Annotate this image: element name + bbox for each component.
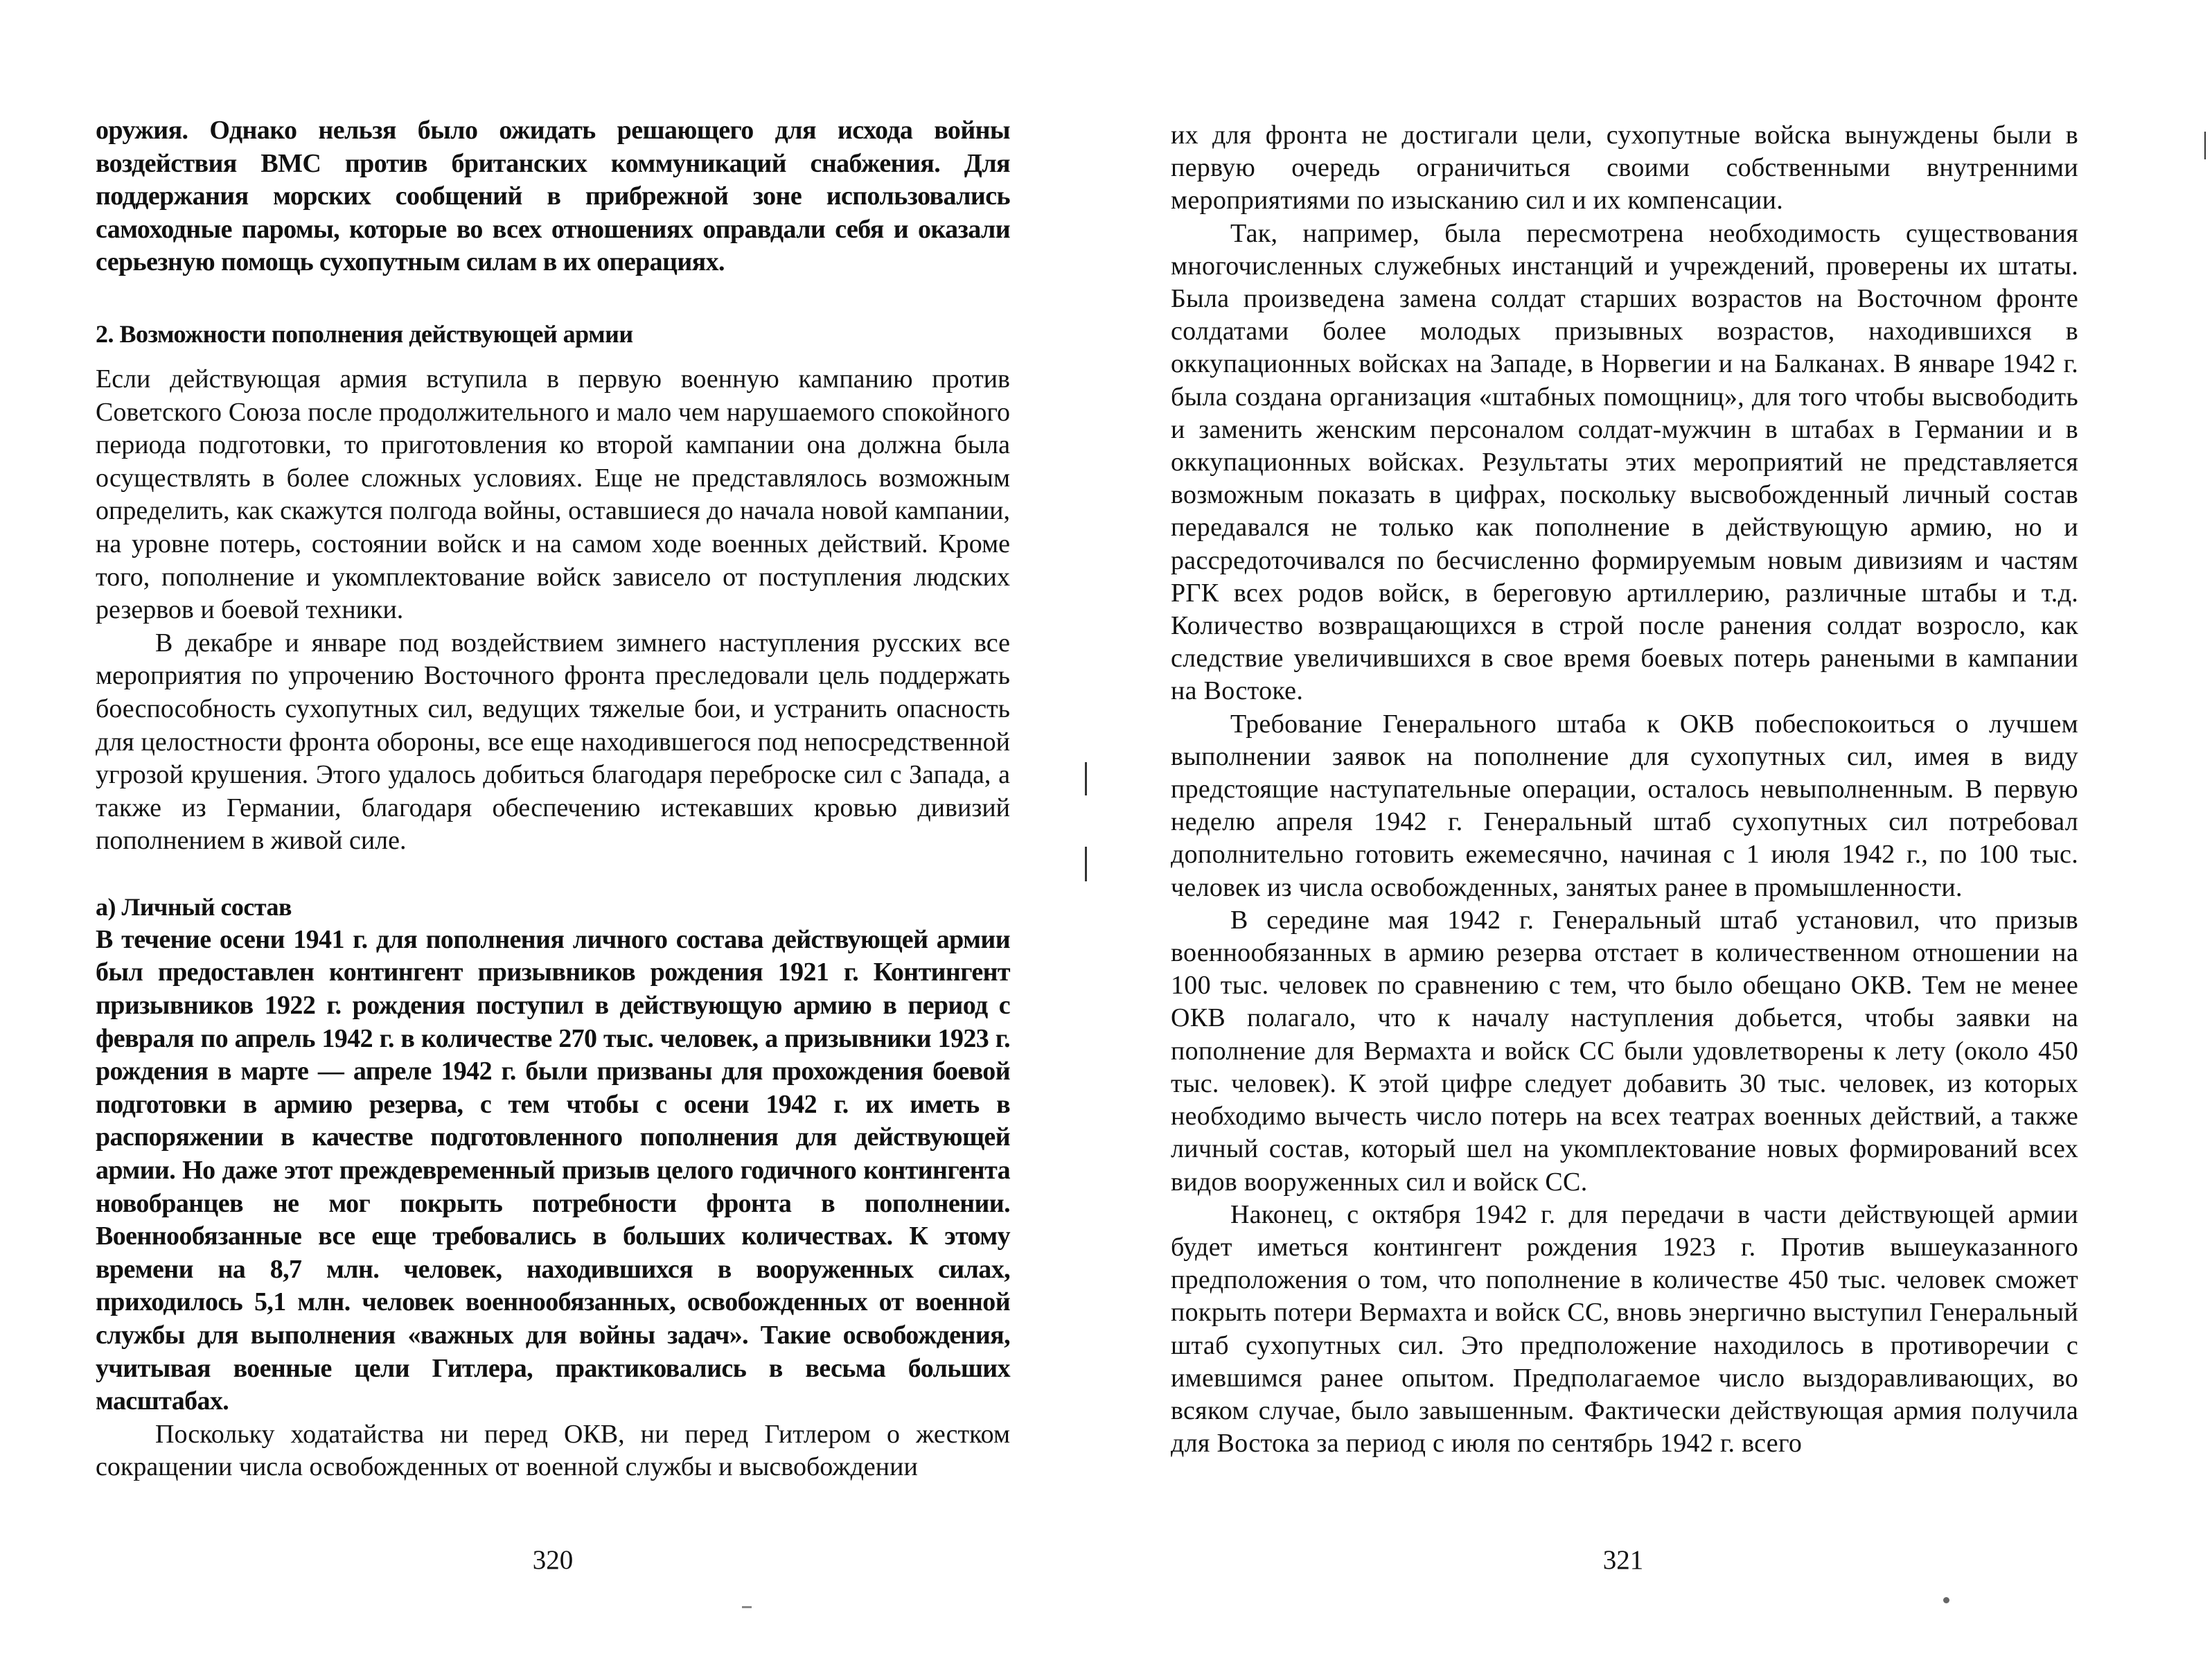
gutter-scan-mark — [1085, 762, 1087, 795]
paragraph: В течение осени 1941 г. для пополнения личного состава действующей армии был предоставлен контингент призывников рождения 1921 г. Контингент призывников 1922 г. рождения поступил в действующую армию в период с февраля по апрель 1942 г. в количестве 270 тыс. человек, а призывники 1923 г. рождения в марте — апреле 1942 г. были призваны для прохождения боевой подготовки в армию резерва, с тем чтобы с осени 1942 г. их иметь в распоряжении в качестве подготовленного пополнения для действующей армии. Но даже этот преждевременный призыв целого годичного контингента новобранцев не мог покрыть потребности фронта в пополнении. Военнообязанные все еще требовались в больших количествах. К этому времени на 8,7 млн. человек, находившихся в вооруженных силах, приходилось 5,1 млн. человек военнообязанных, освобожденных от военной службы для выполнения «важных для войны задач». Такие освобождения, учитывая военные цели Гитлера, практиковались в весьма больших масштабах. — [96, 924, 1010, 1416]
page-number-right: 321 — [1602, 1545, 1644, 1575]
right-page-text-column — [1171, 119, 2078, 1460]
dust-speck — [742, 1606, 752, 1608]
paragraph: Наконец, с октября 1942 г. для передачи в части действующей армии будет иметься контингент рождения 1923 г. Против вышеуказанного предположения о том, что пополнение в количестве 450 тыс. человек сможет покрыть потери Вермахта и войск СС, вновь энергично выступил Генеральный штаб сухопутных сил. Это предположение находилось в противоречии с имевшимся ранее опытом. Предполагаемое число выздоравливающих, во всяком случае, было завышенным. Фактически действующая армия получила для Востока за период с июля по сентябрь 1942 г. всего — [1171, 1199, 2078, 1459]
edge-scan-mark — [2204, 132, 2206, 159]
right-page — [1171, 0, 2078, 1674]
paragraph: Поскольку ходатайства ни перед ОКВ, ни перед Гитлером о жестком сокращении числа освобожденных от военной службы и высвобождении — [96, 1419, 1010, 1482]
paragraph: В середине мая 1942 г. Генеральный штаб установил, что призыв военнообязанных в армию резерва отстает в количественном отношении на 100 тыс. человек по сравнению с тем, что было обещано ОКВ. Тем не менее ОКВ полагало, что к началу наступления добьется, чтобы заявки на пополнение для Вермахта и войск СС были удовлетворены к лету (около 450 тыс. человек). К этой цифре следует добавить 30 тыс. человек, из которых необходимо вычесть число потерь на всех театрах военных действий, а также личный состав, который шел на укомплектование новых формирований всех видов вооруженных сил и войск СС. — [1171, 905, 2078, 1197]
paragraph-continuation-left: оружия. Однако нельзя было ожидать решающего для исхода войны воздействия ВМС против британских коммуникаций снабжения. Для поддержания морских сообщений в прибрежной зоне использовались самоходные паромы, которые во всех отношениях оправдали себя и оказали серьезную помощь сухопутным силам в их операциях. — [96, 116, 1010, 277]
dust-speck — [1943, 1597, 1949, 1603]
paragraph: Требование Генерального штаба к ОКВ побеспокоиться о лучшем выполнении заявок на пополнение для сухопутных сил, имея в виду предстоящие наступательные операции, осталось невыполненным. В первую неделю апреля 1942 г. Генеральный штаб сухопутных сил потребовал дополнительно готовить ежемесячно, начиная с 1 июля 1942 г., по 100 тыс. человек из числа освобожденных, занятых ранее в промышленности. — [1171, 709, 2078, 902]
gutter-scan-mark — [1085, 847, 1087, 881]
left-page — [96, 0, 1010, 1674]
paragraph: В декабре и январе под воздействием зимнего наступления русских все мероприятия по упрочению Восточного фронта преследовали цель поддержать боеспособность сухопутных сил, ведущих тяжелые бои, и устранить опасность для целостности фронта обороны, все еще находившегося под непосредственной угрозой крушения. Этого удалось добиться благодаря переброске сил с Запада, а также из Германии, благодаря обеспечению истекавших кровью дивизий пополнением в живой силе. — [96, 628, 1010, 856]
section-heading: 2. Возможности пополнения действующей армии — [96, 319, 633, 348]
paragraph: Если действующая армия вступила в первую военную кампанию против Советского Союза после продолжительного и мало чем нарушаемого спокойного периода подготовки, то приготовления ко второй кампании она должна была осуществлять в более сложных условиях. Еще не представлялось возможным определить, как скажутся полгода войны, оставшиеся до начала новой кампании, на уровне потерь, состоянии войск и на самом ходе военных действий. Кроме того, пополнение и укомплектование войск зависело от поступления людских резервов и боевой техники. — [96, 364, 1010, 625]
paragraph: Так, например, была пересмотрена необходимость существования многочисленных служебных инстанций и учреждений, проверены их штаты. Была произведена замена солдат старших возрастов на Восточном фронте солдатами более молодых призывных возрастов, находившихся в оккупационных войсках на Западе, в Норвегии и на Балканах. В январе 1942 г. была создана организация «штабных помощниц», для того чтобы высвободить и заменить женским персоналом солдат-мужчин в штабах в Германии и в оккупационных войсках. Результаты этих мероприятий не представляется возможным показать в цифрах, поскольку высвобожденный личный состав передавался не только как пополнение в действующую армию, но и рассредоточивался по бесчисленно формируемым новым дивизиям и частям РГК всех родов войск, в береговую артиллерию, различные штабы и т.д. Количество возвращающихся в строй после ранения солдат возросло, как следствие увеличившихся в свое время боевых потерь ранеными в кампании на Востоке. — [1171, 218, 2078, 706]
subsection-heading: а) Личный состав — [96, 892, 292, 921]
left-page-text-column — [96, 114, 1010, 1484]
paragraph-continuation-right: их для фронта не достигали цели, сухопутные войска вынуждены были в первую очередь ограничиться своими собственными внутренними мероприятиями по изысканию сил и их компенсации. — [1171, 121, 2078, 215]
page-number-left: 320 — [532, 1545, 574, 1575]
